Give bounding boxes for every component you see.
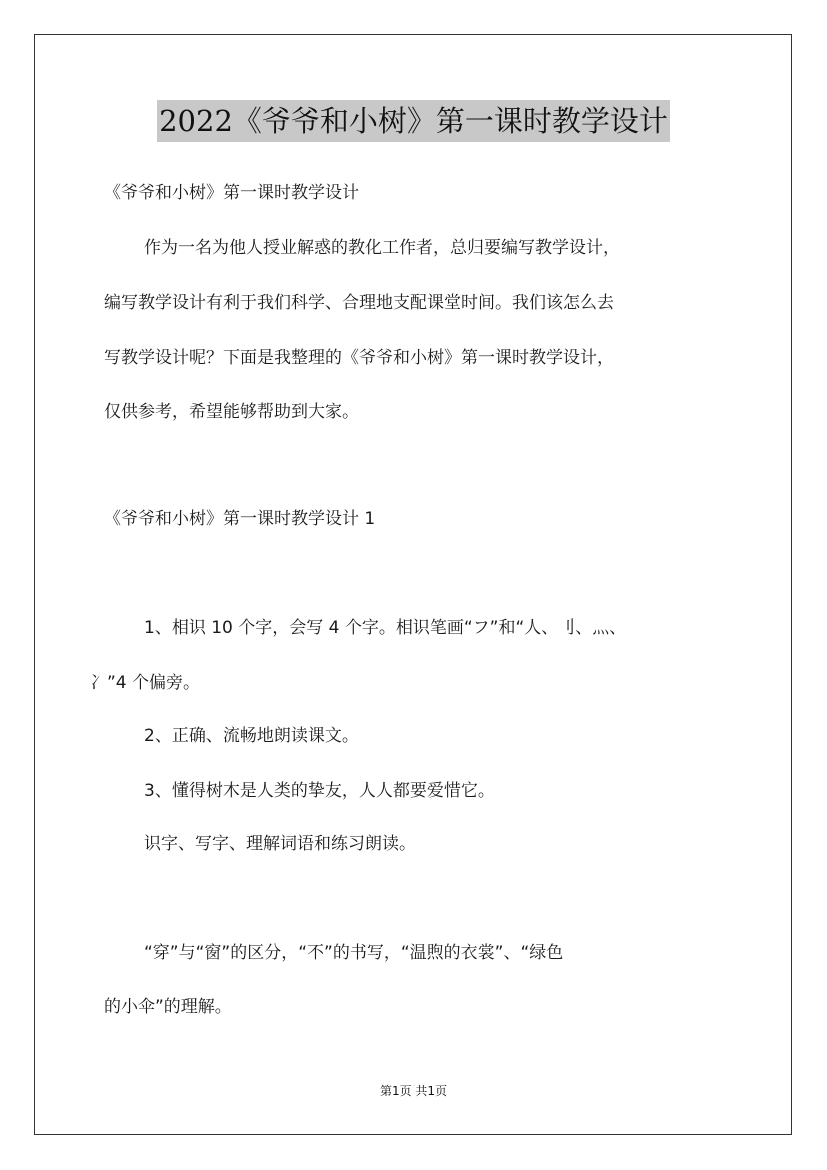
paragraph-line: 作为一名为他人授业解惑的教化工作者，总归要编写教学设计，: [144, 238, 620, 258]
key-points-line: 识字、写字、理解词语和练习朗读。: [144, 834, 416, 854]
paragraph-line: 写教学设计呢？下面是我整理的《爷爷和小树》第一课时教学设计，: [104, 348, 614, 368]
difficulty-line: “穿”与“窗”的区分，“不”的书写，“温煦的衣裳”、“绿色: [144, 943, 564, 963]
difficulty-line: 的小伞”的理解。: [104, 997, 232, 1017]
objective-item: 2、正确、流畅地朗读课文。: [144, 726, 359, 746]
objective-item-continued: 冫”4 个偏旁。: [90, 673, 201, 693]
title-container: [0, 100, 827, 142]
paragraph-line: 编写教学设计有利于我们科学、合理地支配课堂时间。我们该怎么去: [104, 293, 614, 313]
paragraph-line: 仅供参考，希望能够帮助到大家。: [104, 402, 359, 422]
page-footer: 第1页 共1页: [379, 1084, 448, 1098]
section-heading: 《爷爷和小树》第一课时教学设计 1: [104, 509, 376, 529]
document-title: 2022《爷爷和小树》第一课时教学设计: [157, 100, 670, 142]
objective-item: 1、相识 10 个字，会写 4 个字。相识笔画“フ”和“人、刂、灬、: [144, 618, 627, 638]
objective-item: 3、懂得树木是人类的挚友，人人都要爱惜它。: [144, 781, 495, 801]
subtitle-line: 《爷爷和小树》第一课时教学设计: [104, 183, 359, 203]
